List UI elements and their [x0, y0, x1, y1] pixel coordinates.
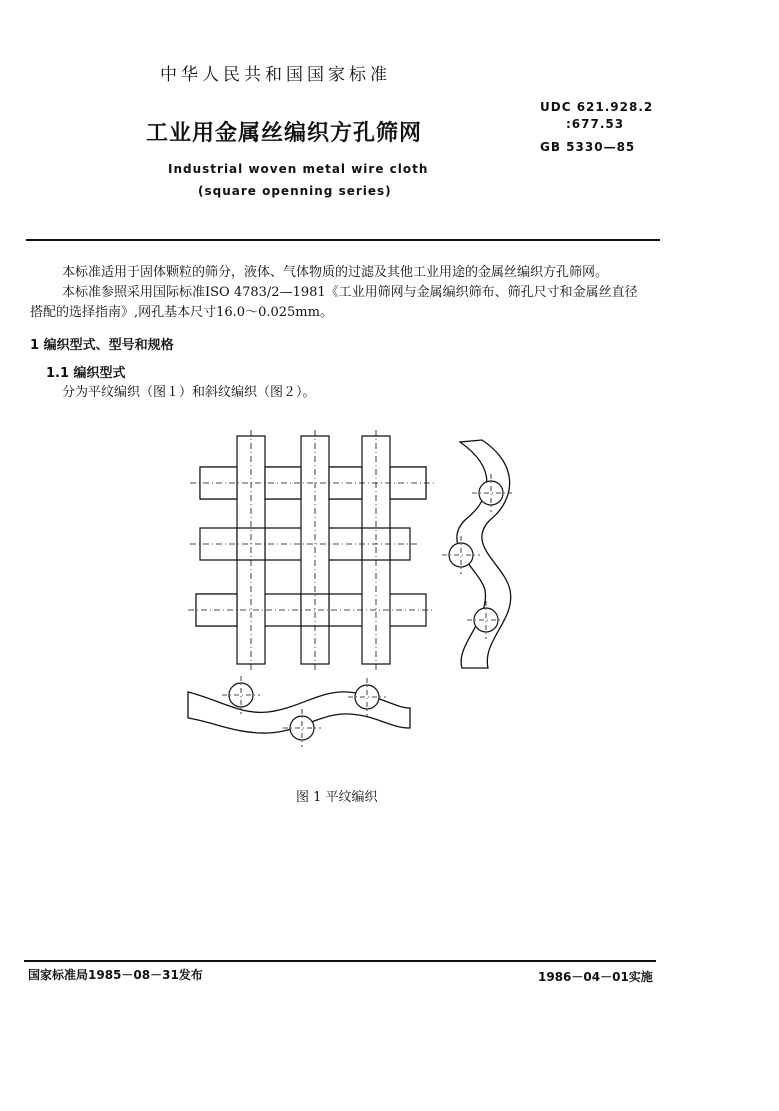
weft-wire-3: [196, 594, 426, 626]
udc-code-continued: :677.53: [566, 117, 625, 131]
header-divider: [26, 239, 660, 241]
weft-over-3a: [196, 594, 237, 626]
section-1-1-text: 分为平纹编织（图１）和斜纹编织（图２）。: [62, 385, 316, 400]
reference-paragraph: 本标准参照采用国际标准ISO 4783/2—1981《工业用筛网与金属编织筛布、筛孔尺寸和金属丝直径: [62, 285, 638, 300]
effective-date: 1986－04－01实施: [538, 970, 653, 984]
horizontal-wave-profile: [188, 692, 410, 733]
weft-over-2b: [362, 528, 390, 560]
warp-wire-1: [237, 436, 265, 664]
weft-over-3b: [301, 594, 329, 626]
weft-over-1b: [265, 467, 301, 499]
intro-paragraph: 本标准适用于固体颗粒的筛分，液体、气体物质的过滤及其他工业用途的金属丝编织方孔筛网。: [62, 265, 609, 280]
wire-section-2: [449, 543, 473, 567]
figure-1-caption: 图 1 平纹编织: [296, 790, 378, 805]
wire-section-5: [290, 716, 314, 740]
weft-wire-2: [200, 528, 410, 560]
vertical-wave-profile: [457, 440, 511, 668]
standard-title-zh: 工业用金属丝编织方孔筛网: [146, 121, 423, 146]
standard-subtitle-en: (square openning series): [198, 184, 392, 198]
warp-wire-2: [301, 436, 329, 664]
wire-section-4: [229, 683, 253, 707]
issue-date: 国家标准局1985－08－31发布: [28, 968, 203, 982]
section-heading-1-1: 1.1 编织型式: [46, 366, 126, 381]
warp-wire-3: [362, 436, 390, 664]
weft-over-2a: [237, 528, 265, 560]
gb-number: GB 5330—85: [540, 140, 636, 154]
section-heading-1: 1 编织型式、型号和规格: [30, 338, 174, 353]
footer-divider: [24, 960, 656, 962]
weft-over-1d: [390, 467, 426, 499]
issuing-country: 中华人民共和国国家标准: [160, 65, 391, 85]
udc-code: UDC 621.928.2: [540, 100, 654, 114]
weft-over-1c: [329, 467, 362, 499]
standard-title-en: Industrial woven metal wire cloth: [168, 162, 429, 176]
weft-wire-1: [200, 467, 426, 499]
weft-over-1a: [200, 467, 237, 499]
wire-section-6: [355, 685, 379, 709]
reference-paragraph-continued: 搭配的选择指南》,网孔基本尺寸16.0～0.025mm。: [30, 305, 333, 320]
wire-section-3: [474, 608, 498, 632]
wire-section-1: [479, 481, 503, 505]
